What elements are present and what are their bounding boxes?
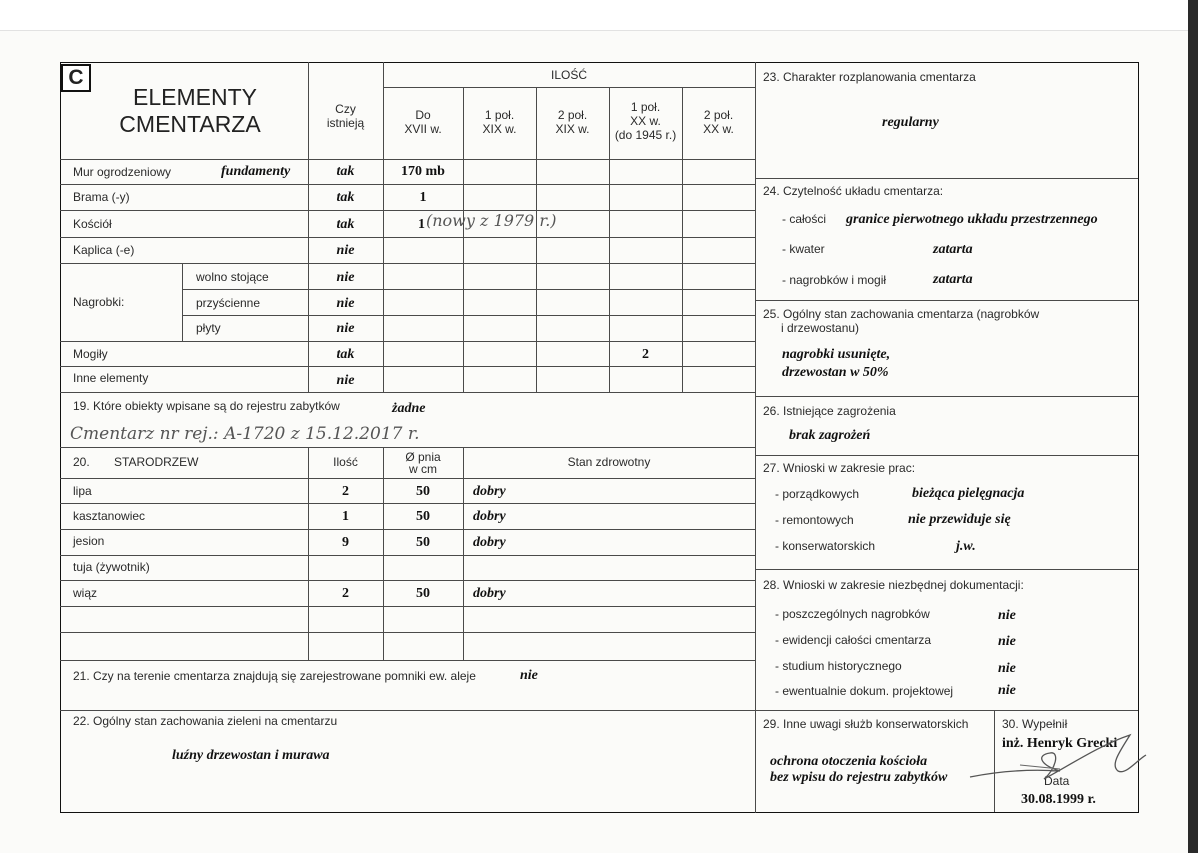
row-label-graves: Nagrobki: bbox=[73, 295, 125, 309]
q27-conservation-value: j.w. bbox=[956, 539, 976, 554]
top-margin bbox=[0, 0, 1192, 31]
row-label-gate: Brama (-y) bbox=[73, 190, 130, 204]
q28-label: 28. Wnioski w zakresie niezbędnej dokumentacji: bbox=[763, 578, 1024, 592]
q26-label: 26. Istniejące zagrożenia bbox=[763, 404, 896, 418]
q20-col-health: Stan zdrowotny bbox=[567, 455, 651, 469]
row-label-freestanding: wolno stojące bbox=[196, 270, 269, 284]
q20-col-trunk-line1: Ø pnia bbox=[405, 450, 441, 464]
q20-col-trunk-line2: w cm bbox=[409, 462, 437, 476]
row-label-wall: Mur ogrodzeniowy bbox=[73, 165, 172, 179]
q24-graves-label: - nagrobków i mogił bbox=[782, 273, 887, 287]
q23-label: 23. Charakter rozplanowania cmentarza bbox=[763, 70, 976, 84]
q27-conservation-label: - konserwatorskich bbox=[775, 539, 876, 553]
q19-label: 19. Które obiekty wpisane są do rejestru zabytków bbox=[73, 399, 340, 413]
slabs-exists: nie bbox=[336, 321, 355, 336]
q27-label: 27. Wnioski w zakresie prac: bbox=[763, 461, 916, 475]
row-label-slabs: płyty bbox=[196, 321, 221, 335]
q30-name: inż. Henryk Grecki bbox=[1002, 736, 1118, 751]
quantity-header: ILOŚĆ bbox=[550, 68, 587, 82]
wall-note: fundamenty bbox=[221, 164, 291, 179]
q23-value: regularny bbox=[882, 115, 939, 130]
q20-col-quantity: Ilość bbox=[333, 455, 358, 469]
q22-value: luźny drzewostan i murawa bbox=[172, 748, 330, 763]
mounds-quantity: 2 bbox=[642, 347, 649, 362]
row-label-wall-mounted: przyścienne bbox=[196, 296, 261, 310]
q24-label: 24. Czytelność układu cmentarza: bbox=[763, 184, 944, 198]
wall-mounted-exists: nie bbox=[336, 296, 355, 311]
q27-repair-label: - remontowych bbox=[775, 513, 854, 527]
q19-handwritten-register: Cmentarz nr rej.: A-1720 z 15.12.2017 r. bbox=[70, 424, 420, 444]
q24-quarters-value: zatarta bbox=[933, 242, 973, 257]
q30-date-label: Data bbox=[1044, 774, 1070, 788]
freestanding-exists: nie bbox=[336, 270, 355, 285]
gate-quantity: 1 bbox=[419, 190, 427, 205]
q24-whole-label: - całości bbox=[782, 212, 827, 226]
q30-label: 30. Wypełnił bbox=[1002, 717, 1068, 731]
other-exists: nie bbox=[336, 373, 355, 388]
wall-quantity: 170 mb bbox=[401, 164, 445, 179]
q27-cleanup-value: bieżąca pielęgnacja bbox=[912, 486, 1025, 501]
scan-edge bbox=[1188, 0, 1198, 853]
gate-exists: tak bbox=[336, 190, 355, 205]
section-title-line1: ELEMENTY bbox=[133, 84, 257, 110]
q30-date: 30.08.1999 r. bbox=[1021, 792, 1096, 807]
chapel-exists: nie bbox=[336, 243, 355, 258]
q29-value-line2: bez wpisu do rejestru zabytków bbox=[770, 770, 948, 785]
q25-value-line2: drzewostan w 50% bbox=[782, 365, 889, 380]
section-letter: C bbox=[61, 64, 91, 92]
q24-whole-value: granice pierwotnego układu przestrzennego bbox=[846, 212, 1098, 227]
q27-cleanup-label: - porządkowych bbox=[775, 487, 860, 501]
row-label-chapel: Kaplica (-e) bbox=[73, 243, 135, 257]
q25-label-line2: i drzewostanu) bbox=[781, 321, 860, 335]
section-title-line2: CMENTARZA bbox=[119, 111, 261, 137]
row-label-church: Kościół bbox=[73, 217, 112, 231]
form-sheet: C ELEMENTY CMENTARZA Czy istnieją ILOŚĆ Do XVII w. 1 poł. XIX w. 2 poł. XIX w. 1 poł. XX w. (do 1945 r.) 2 poł. XX w. Mur ogrodzeniowy fundamenty tak 170 mb Brama (-y) tak 1 Kościół tak 1 (nowy z 1979 r.) Kaplica (-e) nie Nagrobki: wolno stojące nie przyścienne nie płyty nie Mogiły tak 2 Inne elementy nie 19. Które obiekty wpisane są do rejestru zabytków żadne Cmentarz nr rej.: A-1720 z 15.12.2017 r. 20. STARODRZEW Ilość Ø pnia w cm Stan zdrowotny lipa 2 50 dobry kasztanowiec 1 50 dobry jesion 9 50 dobry tuja (żywotnik) wiąz 2 50 dobry 21. Czy na terenie cmentarza znajdują się zarejestrowane pomniki ew. aleje nie 22. Ogólny stan zachowania zieleni na cmentarzu luźny drzewostan i murawa 23. Charakter rozplanowania cmentarza regularny 24. Czytelność układu cmentarza: - całości granice pierwotnego układu przestrzennego - kwater zatarta - nagrobków i mogił zatarta 25. Ogólny stan zachowania cmentarza (nagrobków i drzewostanu) nagrobki usunięte, drzewostan w 50% 26. Istniejące zagrożenia brak zagrożeń 27. Wnioski w zakresie prac: - porządkowych bieżąca pielęgnacja - remontowych nie przewiduje się - konserwatorskich j.w. 28. Wnioski w zakresie niezbędnej dokumentacji: - poszczególnych nagrobków nie - ewidencji całości cmentarza nie - studium historycznego nie - ewentualnie dokum. projektowej nie 29. Inne uwagi służb konserwatorskich ochrona otoczenia kościoła bez wpisu do rejestru zabytków 30. Wypełnił inż. Henryk Grecki Data 30.08.1999 r. bbox=[0, 0, 1192, 853]
q25-value-line1: nagrobki usunięte, bbox=[782, 347, 891, 362]
wall-exists: tak bbox=[336, 164, 355, 179]
q25-label-line1: 25. Ogólny stan zachowania cmentarza (nagrobków bbox=[763, 307, 1040, 321]
signature-mark bbox=[960, 725, 1160, 795]
mounds-exists: tak bbox=[336, 347, 355, 362]
q27-repair-value: nie przewiduje się bbox=[908, 512, 1011, 527]
q22-label: 22. Ogólny stan zachowania zieleni na cmentarzu bbox=[73, 714, 338, 728]
church-quantity: 1 bbox=[418, 217, 425, 232]
q19-value: żadne bbox=[392, 401, 426, 416]
q20-number: 20. bbox=[73, 455, 90, 469]
row-label-mounds: Mogiły bbox=[73, 347, 108, 361]
q24-quarters-label: - kwater bbox=[782, 242, 825, 256]
q29-label: 29. Inne uwagi służb konserwatorskich bbox=[763, 717, 969, 731]
church-handwritten-note: (nowy z 1979 r.) bbox=[426, 211, 557, 230]
exists-header-line2: istnieją bbox=[326, 116, 365, 130]
q29-value-line1: ochrona otoczenia kościoła bbox=[770, 754, 928, 769]
church-exists: tak bbox=[336, 217, 355, 232]
q24-graves-value: zatarta bbox=[933, 272, 973, 287]
q26-value: brak zagrożeń bbox=[789, 428, 871, 443]
q21-label: 21. Czy na terenie cmentarza znajdują się zarejestrowane pomniki ew. aleje bbox=[73, 669, 476, 683]
q21-value: nie bbox=[520, 668, 538, 683]
row-label-other: Inne elementy bbox=[73, 371, 149, 385]
q20-label: STARODRZEW bbox=[114, 455, 199, 469]
exists-header-line1: Czy bbox=[335, 102, 356, 116]
